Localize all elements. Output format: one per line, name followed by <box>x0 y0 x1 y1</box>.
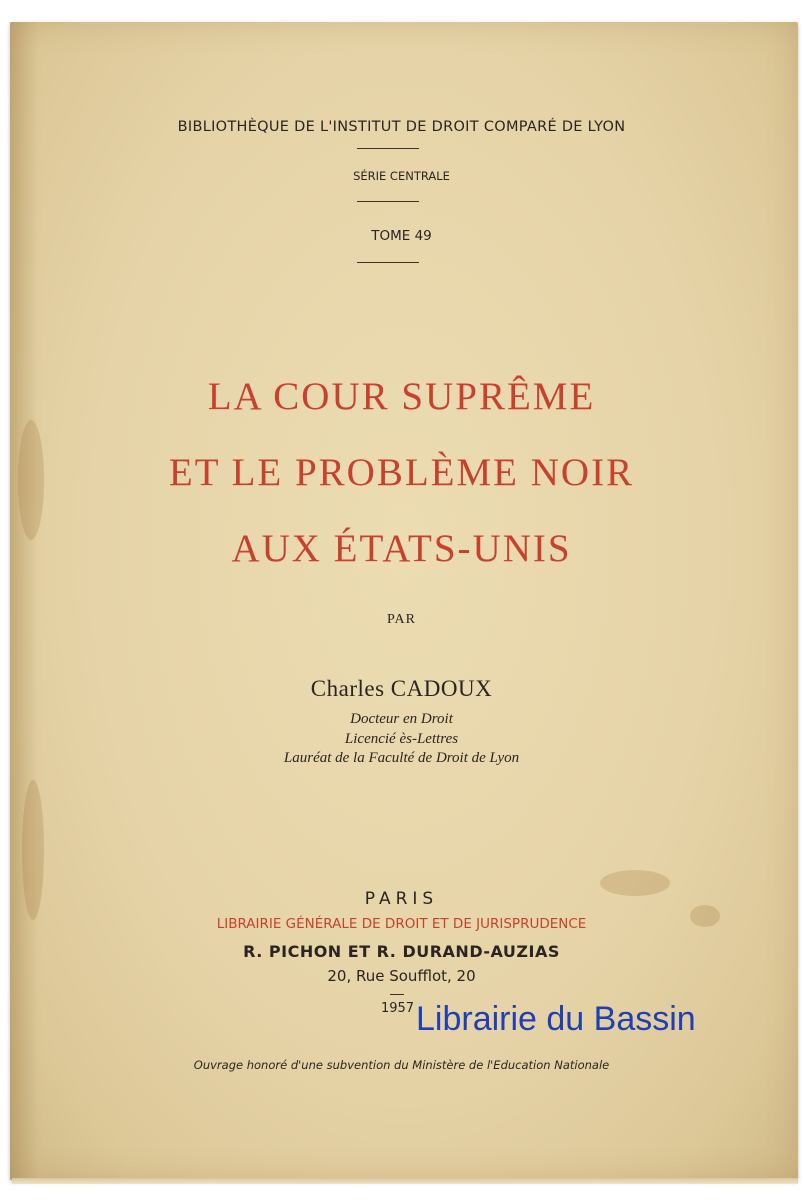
publisher-name: LIBRAIRIE GÉNÉRALE DE DROIT ET DE JURISPRUDENCE <box>216 916 587 932</box>
header-rule-1 <box>357 148 419 149</box>
header-rule-2 <box>357 201 419 202</box>
title-line-1: LA COUR SUPRÊME <box>207 375 596 418</box>
par-label: PAR <box>387 612 416 627</box>
series-sub: SÉRIE CENTRALE <box>353 169 450 183</box>
page-edges <box>12 1178 798 1184</box>
footnote: Ouvrage honoré d'une subvention du Ministère de l'Education Nationale <box>193 1058 610 1072</box>
publisher-city: PARIS <box>364 889 439 909</box>
author-credential-3: Lauréat de la Faculté de Droit de Lyon <box>283 750 520 766</box>
series-header: BIBLIOTHÈQUE DE L'INSTITUT DE DROIT COMPARÉ DE LYON <box>177 119 626 135</box>
watermark-text: Librairie du Bassin <box>416 1000 696 1038</box>
publisher-names: R. PICHON ET R. DURAND-AUZIAS <box>243 942 560 961</box>
title-line-2: ET LE PROBLÈME NOIR <box>168 451 635 494</box>
publisher-address: 20, Rue Soufflot, 20 <box>327 967 476 985</box>
year-rule <box>390 994 404 995</box>
author-name: Charles CADOUX <box>310 676 493 701</box>
publication-year: 1957 <box>380 1001 415 1016</box>
author-credential-1: Docteur en Droit <box>350 711 453 727</box>
tome-number: TOME 49 <box>371 228 432 244</box>
author-credential-2: Licencié ès-Lettres <box>344 731 459 747</box>
title-line-3: AUX ÉTATS-UNIS <box>231 527 572 570</box>
header-rule-3 <box>357 262 419 263</box>
